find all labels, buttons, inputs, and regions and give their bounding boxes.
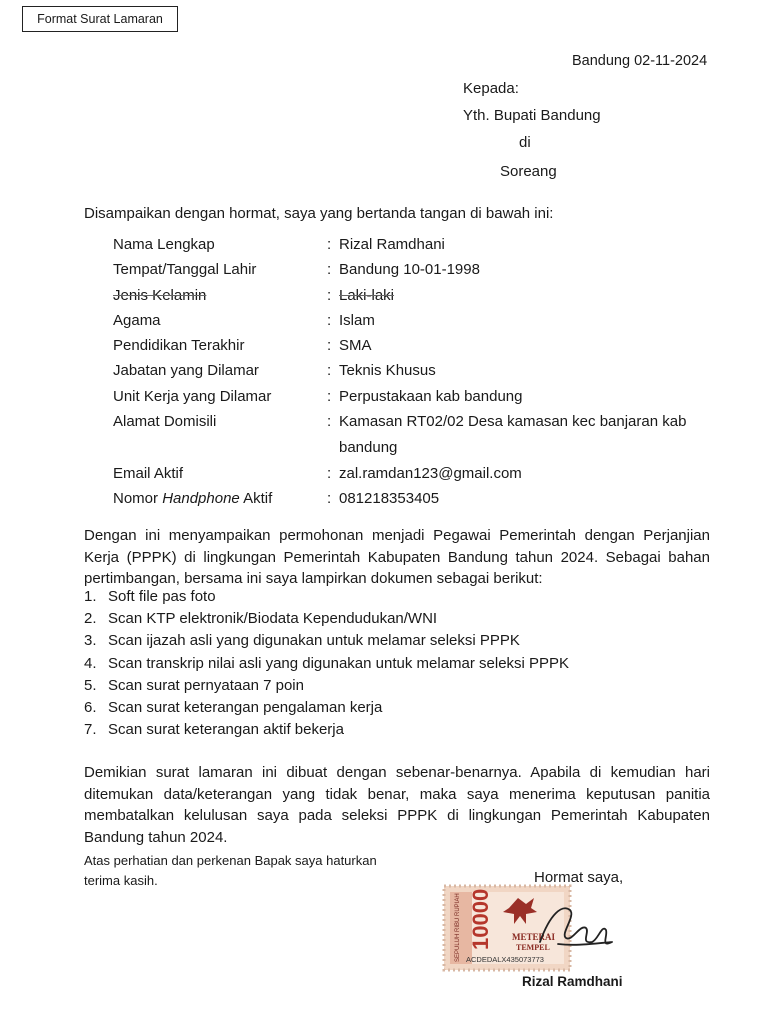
field-value: Teknis Khusus (339, 362, 436, 380)
field-label: Pendidikan Terakhir (113, 337, 245, 355)
to-label: Kepada: (463, 80, 519, 97)
field-row: Nomor Handphone Aktif : 081218353405 (113, 486, 713, 511)
field-row: Nama Lengkap : Rizal Ramdhani (113, 232, 713, 257)
list-item: 5. Scan surat pernyataan 7 poin (84, 676, 304, 694)
field-row: Unit Kerja yang Dilamar : Perpustakaan kab bandung (113, 384, 713, 409)
field-row: Jenis Kelamin : Laki-laki (113, 283, 713, 308)
field-label: Jabatan yang Dilamar (113, 362, 259, 380)
list-item: 4. Scan transkrip nilai asli yang digunakan untuk melamar seleksi PPPK (84, 654, 570, 672)
signature-area (440, 884, 640, 984)
field-row: Agama : Islam (113, 308, 713, 333)
closing-text (84, 851, 377, 891)
list-item: 1. Soft file pas foto (84, 588, 216, 605)
field-label: Unit Kerja yang Dilamar (113, 387, 272, 405)
field-value: Rizal Ramdhani (339, 236, 445, 253)
field-value: 081218353405 (339, 490, 440, 508)
field-label: Nama Lengkap (113, 236, 215, 253)
stamp-side-text: SEPULUH RIBU RUPIAH (455, 893, 461, 962)
declaration-paragraph: Demikian surat lamaran ini dibuat dengan sebenar-benarnya. Apabila di kemudian hari ditemukan data/keterangan yang tidak benar, maka saya menerima keputusan panitia membatalkan kelulusan saya pada seleksi PPPK di lingkungan Pemerintah Kabupaten Bandung tahun 2024. (84, 764, 710, 846)
greeting: Hormat saya, (534, 869, 624, 886)
format-label: Format Surat Lamaran (22, 6, 178, 32)
opening-line: Disampaikan dengan hormat, saya yang bertanda tangan di bawah ini: (84, 205, 554, 222)
field-value: zal.ramdan123@gmail.com (339, 465, 522, 483)
list-item: 6. Scan surat keterangan pengalaman kerja (84, 699, 383, 717)
field-label: Agama (113, 311, 161, 329)
field-label: Jenis Kelamin (113, 286, 207, 304)
field-value: Bandung 10-01-1998 (339, 261, 480, 279)
attachment-list (84, 586, 569, 741)
meterai-stamp-icon (440, 884, 640, 976)
field-label: Tempat/Tanggal Lahir (113, 261, 257, 279)
personal-data-list (113, 232, 713, 512)
request-paragraph: Dengan ini menyampaikan permohonan menjadi Pegawai Pemerintah dengan Perjanjian Kerja (PPPK) di lingkungan Pemerintah Kabupaten Bandung tahun 2024. Sebagai bahan pertimbangan, bersama ini saya lampirkan dokumen sebagai berikut: (84, 527, 710, 587)
list-item: 2. Scan KTP elektronik/Biodata Kependudukan/WNI (84, 610, 438, 628)
place-date: Bandung 02-11-2024 (572, 53, 708, 69)
field-value: Islam (339, 311, 375, 329)
location: Soreang (500, 163, 557, 180)
stamp-subtitle: TEMPEL (516, 943, 550, 952)
field-row: Email Aktif : zal.ramdan123@gmail.com (113, 461, 713, 486)
recipient: Yth. Bupati Bandung (463, 107, 601, 124)
signer-name: Rizal Ramdhani (522, 974, 623, 989)
closing-line: terima kasih. (84, 873, 158, 888)
field-row: Jabatan yang Dilamar : Teknis Khusus (113, 358, 713, 383)
stamp-serial: ACDEDALX435073773 (466, 955, 544, 964)
field-row: Pendidikan Terakhir : SMA (113, 333, 713, 358)
closing-line: Atas perhatian dan perkenan Bapak saya haturkan (84, 853, 377, 868)
field-row: Alamat Domisili : Kamasan RT02/02 Desa kamasan kec banjaran kab bandung (113, 409, 713, 461)
field-label: Alamat Domisili (113, 413, 217, 431)
field-value: Kamasan RT02/02 Desa kamasan kec banjaran kab bandung (339, 413, 687, 457)
field-label: Nomor Handphone Aktif (113, 490, 273, 508)
field-value: SMA (339, 337, 372, 355)
list-item: 3. Scan ijazah asli yang digunakan untuk melamar seleksi PPPK (84, 632, 520, 650)
field-row: Tempat/Tanggal Lahir : Bandung 10-01-1998 (113, 257, 713, 282)
list-item: 7. Scan surat keterangan aktif bekerja (84, 721, 344, 739)
di-text: di (519, 134, 531, 151)
field-label: Email Aktif (113, 465, 184, 483)
stamp-title: METERAI (512, 932, 556, 942)
field-value: Perpustakaan kab bandung (339, 387, 523, 405)
field-value: Laki-laki (339, 286, 395, 304)
stamp-value: 10000 (468, 888, 493, 950)
